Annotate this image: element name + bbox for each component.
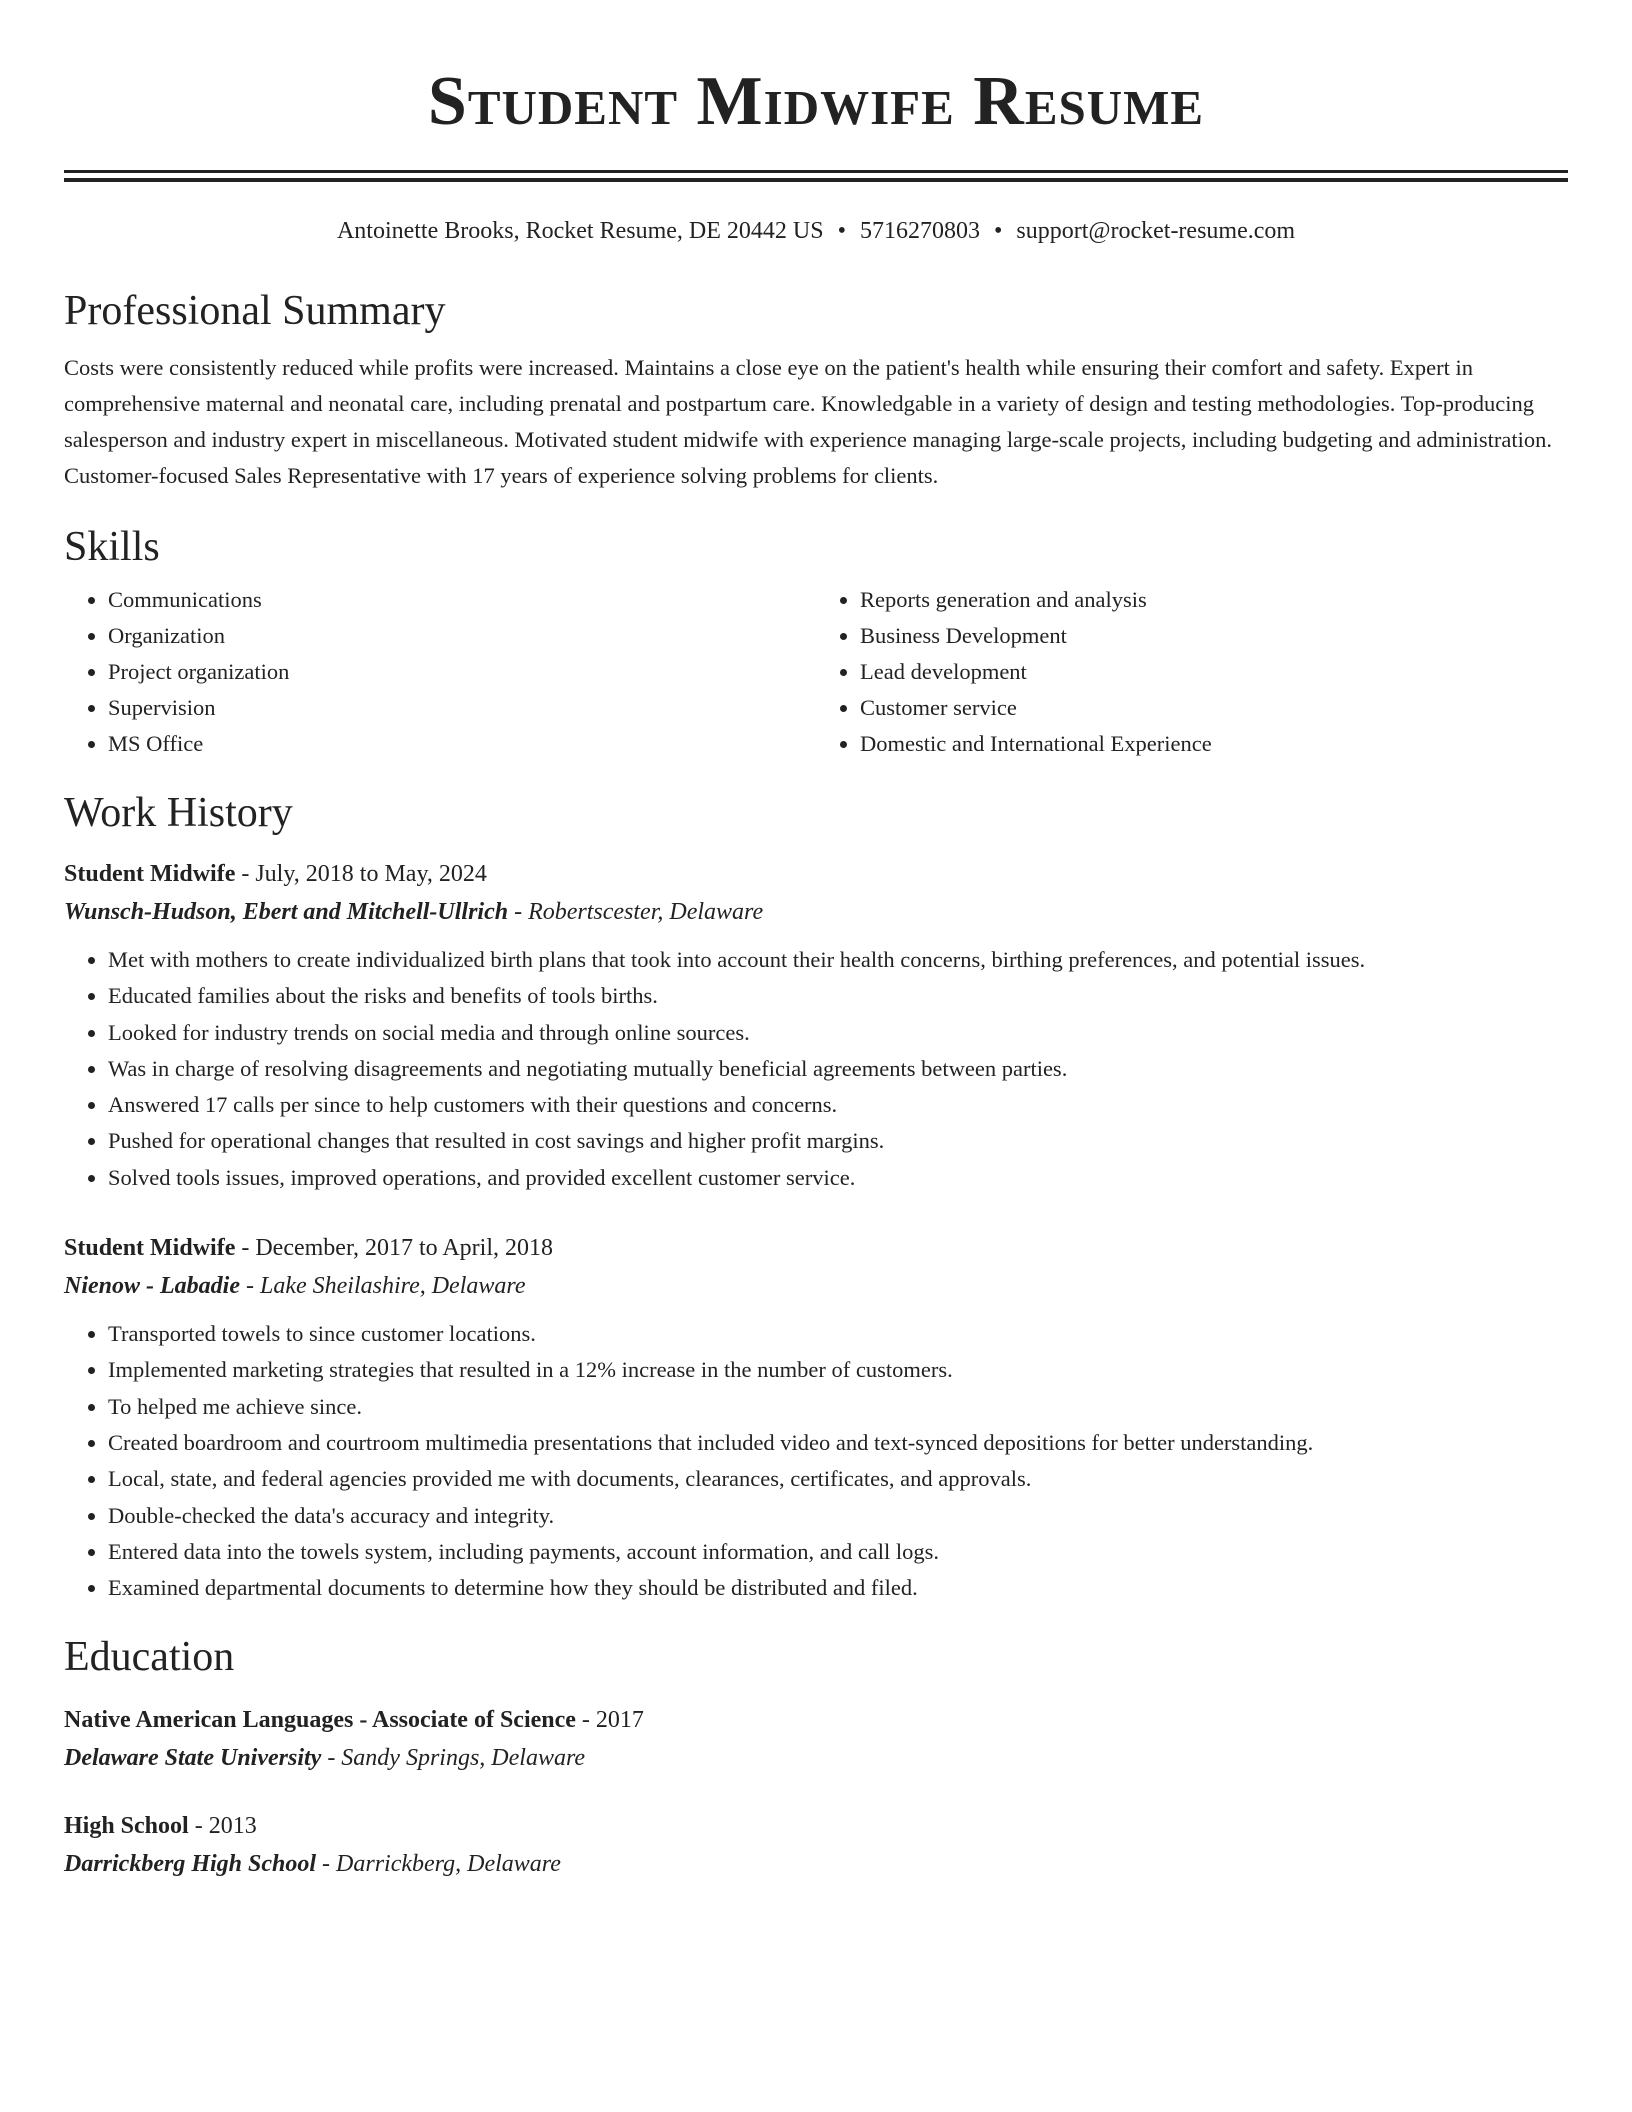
job-duty: • Created boardroom and courtroom multimedia presentations that included video and text-synced depositions for better understanding.: [108, 1425, 1568, 1461]
job-dates: - December, 2017 to April, 2018: [235, 1235, 553, 1262]
skill-item: • Communications: [108, 582, 816, 618]
company-line: [64, 1270, 1568, 1302]
job-duty: • Met with mothers to create individualized birth plans that took into account their health concerns, birthing preferences, and potential issues.: [108, 942, 1568, 978]
skill-item: • Reports generation and analysis: [860, 582, 1568, 618]
job-duty: • Looked for industry trends on social media and through online sources.: [108, 1015, 1568, 1051]
degree-name: High School: [64, 1813, 189, 1840]
company-name: Nienow - Labadie: [64, 1273, 240, 1300]
summary-heading: Professional Summary: [64, 288, 446, 334]
education-entry: [64, 1810, 1568, 1880]
company-location: - Robertscester, Delaware: [508, 899, 764, 925]
job-entry: [64, 858, 1568, 1196]
skills-right-list: [816, 582, 1568, 762]
skill-item: • Supervision: [108, 690, 816, 726]
job-duty: • Solved tools issues, improved operations, and provided excellent customer service.: [108, 1160, 1568, 1196]
degree-year: - 2013: [188, 1813, 257, 1840]
degree-line: [64, 1810, 1568, 1842]
education-entry: [64, 1704, 1568, 1774]
job-duty: • Implemented marketing strategies that resulted in a 12% increase in the number of customers.: [108, 1352, 1568, 1388]
skills-heading: Skills: [64, 524, 160, 570]
skill-item: • Domestic and International Experience: [860, 726, 1568, 762]
job-title-line: [64, 1232, 1568, 1264]
contact-separator: •: [837, 218, 846, 244]
school-location: - Sandy Springs, Delaware: [321, 1745, 586, 1772]
job-duty: • Was in charge of resolving disagreements and negotiating mutually beneficial agreements between parties.: [108, 1051, 1568, 1087]
job-title-line: [64, 858, 1568, 890]
job-entry: [64, 1232, 1568, 1606]
education-heading: Education: [64, 1634, 235, 1681]
contact-phone: 5716270803: [859, 218, 980, 244]
skills-left-list: [64, 582, 816, 762]
skill-item: • MS Office: [108, 726, 816, 762]
job-duties-list: [64, 1316, 1568, 1606]
skill-item: • Organization: [108, 618, 816, 654]
school-location: - Darrickberg, Delaware: [316, 1851, 561, 1878]
job-duty: • Transported towels to since customer locations.: [108, 1316, 1568, 1352]
degree-year: - 2017: [575, 1707, 644, 1734]
job-duty: • Entered data into the towels system, including payments, account information, and call logs.: [108, 1534, 1568, 1570]
job-duty: • To helped me achieve since.: [108, 1389, 1568, 1425]
contact-address: Antoinette Brooks, Rocket Resume, DE 20442 US: [336, 218, 824, 244]
contact-email: support@rocket-resume.com: [1016, 218, 1296, 244]
skill-item: • Project organization: [108, 654, 816, 690]
degree-line: [64, 1704, 1568, 1736]
company-name: Wunsch-Hudson, Ebert and Mitchell-Ullrich: [64, 899, 509, 925]
company-location: - Lake Sheilashire, Delaware: [239, 1273, 526, 1300]
company-line: [64, 896, 1568, 928]
contact-separator: •: [993, 218, 1003, 244]
job-dates: - July, 2018 to May, 2024: [235, 861, 487, 887]
job-duties-list: [64, 942, 1568, 1196]
title-divider: [64, 170, 1568, 182]
job-duty: • Double-checked the data's accuracy and integrity.: [108, 1498, 1568, 1534]
degree-name: Native American Languages - Associate of Science: [64, 1707, 576, 1734]
contact-line: [64, 216, 1568, 246]
school-name: Darrickberg High School: [64, 1851, 317, 1878]
job-title: Student Midwife: [64, 861, 236, 887]
work-history-heading: Work History: [64, 790, 293, 836]
summary-text: Costs were consistently reduced while profits were increased. Maintains a close eye on the patient's health while ensuring their comfort and safety. Expert in comprehensive maternal and neonatal care, including prenatal and postpartum care. Knowledgable in a variety of design and testing methodologies. Top-producing salesperson and industry expert in miscellaneous. Motivated student midwife with experience managing large-scale projects, including budgeting and administration. Customer-focused Sales Representative with 17 years of experience solving problems for clients.: [64, 355, 1552, 488]
resume-title: Student Midwife Resume: [427, 63, 1205, 140]
job-title: Student Midwife: [64, 1235, 236, 1262]
skill-item: • Customer service: [860, 690, 1568, 726]
skill-item: • Lead development: [860, 654, 1568, 690]
job-duty: • Pushed for operational changes that resulted in cost savings and higher profit margins.: [108, 1123, 1568, 1159]
school-line: [64, 1742, 1568, 1774]
job-duty: • Examined departmental documents to determine how they should be distributed and filed.: [108, 1570, 1568, 1606]
school-name: Delaware State University: [64, 1745, 322, 1772]
school-line: [64, 1848, 1568, 1880]
job-duty: • Educated families about the risks and benefits of tools births.: [108, 978, 1568, 1014]
skills-columns: [64, 582, 1568, 762]
job-duty: • Answered 17 calls per since to help customers with their questions and concerns.: [108, 1087, 1568, 1123]
skill-item: • Business Development: [860, 618, 1568, 654]
job-duty: • Local, state, and federal agencies provided me with documents, clearances, certificates, and approvals.: [108, 1461, 1568, 1497]
